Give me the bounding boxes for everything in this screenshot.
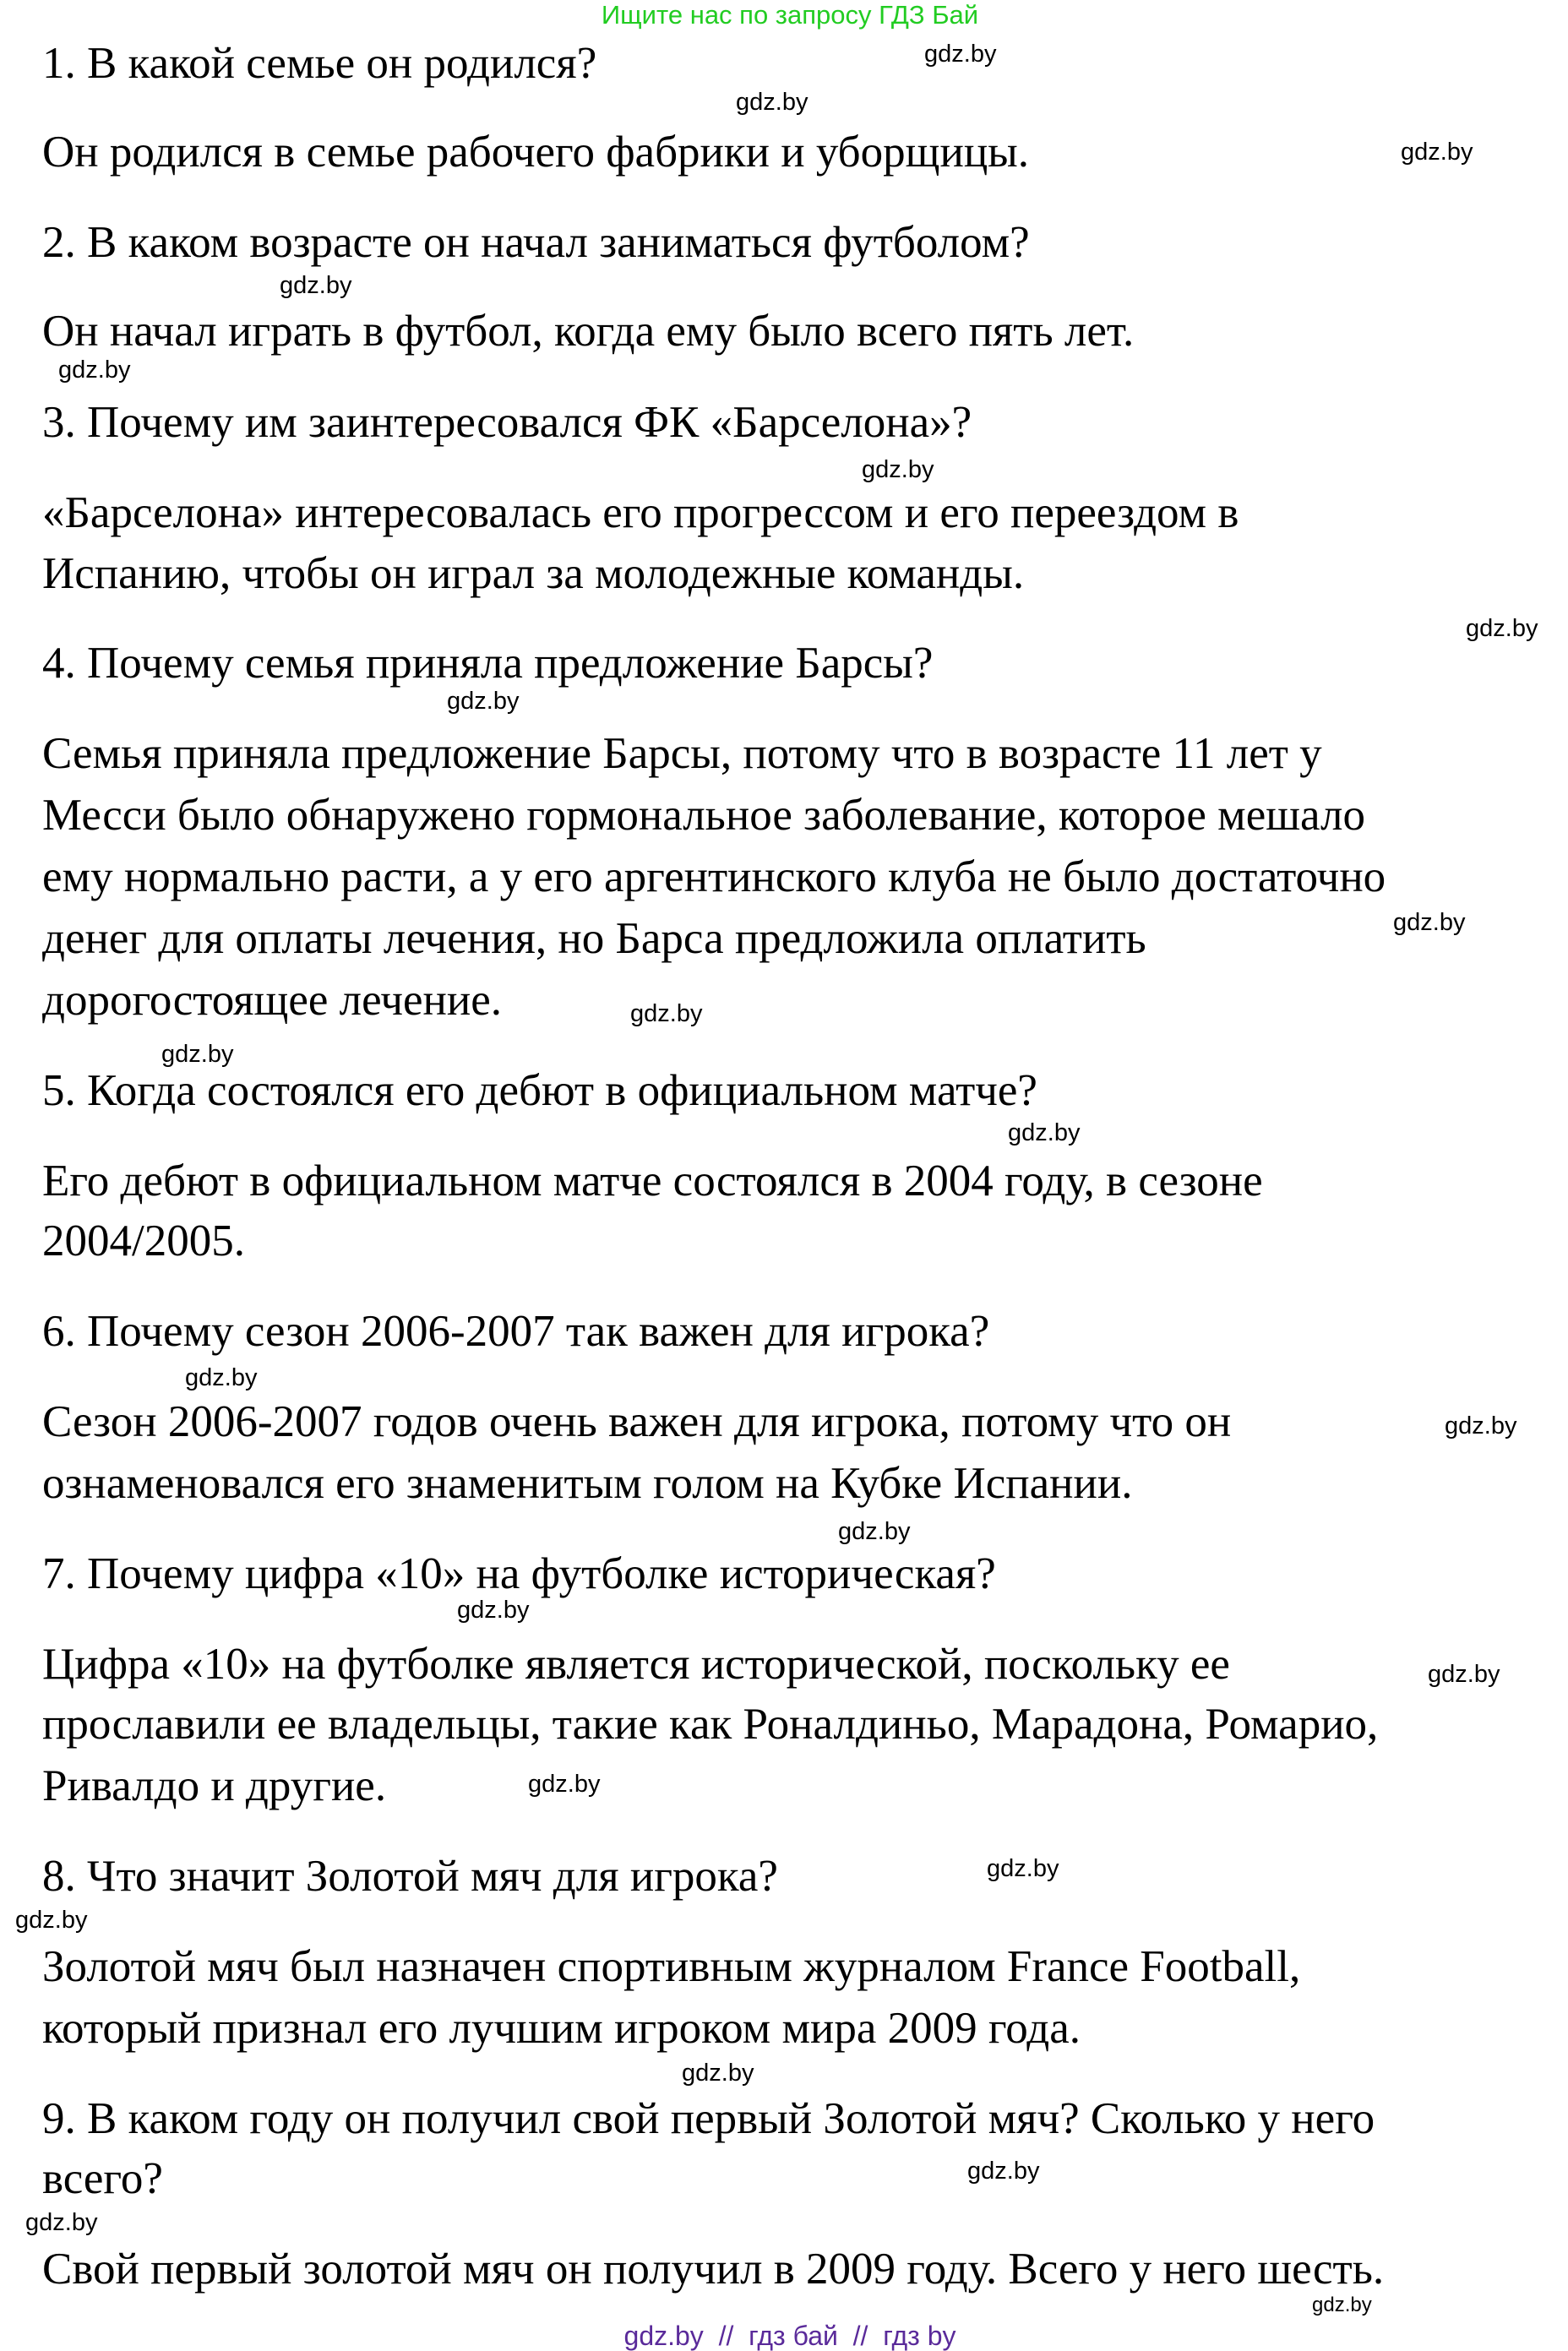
watermark: gdz.by bbox=[838, 1518, 911, 1545]
question-9: 9. В каком году он получил свой первый Золотой мяч? Сколько у него bbox=[42, 2094, 1375, 2143]
watermark: gdz.by bbox=[862, 456, 934, 483]
answer-7: Ривалдо и другие. bbox=[42, 1761, 387, 1810]
answer-1: Он родился в семье рабочего фабрики и уборщицы. bbox=[42, 128, 1030, 177]
header-banner: Ищите нас по запросу ГДЗ Бай bbox=[601, 0, 979, 30]
answer-3: «Барселона» интересовалась его прогрессом и его переездом в bbox=[42, 488, 1239, 537]
question-7: 7. Почему цифра «10» на футболке историческая? bbox=[42, 1549, 996, 1598]
watermark: gdz.by bbox=[1393, 909, 1466, 936]
question-3: 3. Почему им заинтересовался ФК «Барселона»? bbox=[42, 398, 972, 447]
watermark: gdz.by bbox=[161, 1041, 234, 1068]
watermark: gdz.by bbox=[447, 688, 520, 715]
answer-7: Цифра «10» на футболке является исторической, поскольку ее bbox=[42, 1640, 1230, 1689]
watermark: gdz.by bbox=[682, 2060, 754, 2087]
question-2: 2. В каком возрасте он начал заниматься футболом? bbox=[42, 218, 1030, 267]
answer-4: дорогостоящее лечение. bbox=[42, 976, 503, 1025]
watermark: gdz.by bbox=[630, 1000, 703, 1027]
watermark: gdz.by bbox=[457, 1597, 530, 1624]
answer-4: Семья приняла предложение Барсы, потому что в возрасте 11 лет у bbox=[42, 729, 1322, 778]
watermark: gdz.by bbox=[25, 2209, 98, 2236]
watermark: gdz.by bbox=[987, 1855, 1059, 1882]
watermark: gdz.by bbox=[1008, 1119, 1081, 1146]
watermark: gdz.by bbox=[1445, 1412, 1517, 1439]
answer-8: который признал его лучшим игроком мира 2009 года. bbox=[42, 2004, 1081, 2053]
answer-3: Испанию, чтобы он играл за молодежные команды. bbox=[42, 549, 1025, 598]
answer-5: Его дебют в официальном матче состоялся в 2004 году, в сезоне bbox=[42, 1156, 1263, 1205]
watermark: gdz.by bbox=[280, 272, 352, 299]
watermark: gdz.by bbox=[58, 356, 131, 384]
watermark: gdz.by bbox=[1401, 139, 1473, 166]
answer-2: Он начал играть в футбол, когда ему было всего пять лет. bbox=[42, 307, 1135, 356]
question-1: 1. В какой семье он родился? bbox=[42, 39, 597, 88]
watermark: gdz.by bbox=[924, 41, 997, 68]
watermark: gdz.by bbox=[1428, 1661, 1500, 1688]
answer-4: денег для оплаты лечения, но Барса предложила оплатить bbox=[42, 914, 1146, 963]
watermark: gdz.by bbox=[528, 1771, 601, 1798]
answer-6: Сезон 2006-2007 годов очень важен для игрока, потому что он bbox=[42, 1397, 1232, 1446]
question-4: 4. Почему семья приняла предложение Барсы? bbox=[42, 639, 934, 688]
watermark: gdz.by bbox=[15, 1907, 88, 1934]
watermark: gdz.by bbox=[185, 1364, 258, 1391]
question-6: 6. Почему сезон 2006-2007 так важен для игрока? bbox=[42, 1307, 990, 1356]
answer-5: 2004/2005. bbox=[42, 1216, 245, 1265]
answer-8: Золотой мяч был назначен спортивным журналом France Football, bbox=[42, 1942, 1301, 1991]
answer-7: прославили ее владельцы, такие как Роналдиньо, Марадона, Ромарио, bbox=[42, 1700, 1379, 1749]
answer-4: Месси было обнаружено гормональное заболевание, которое мешало bbox=[42, 791, 1365, 840]
answer-4: ему нормально расти, а у его аргентинского клуба не было достаточно bbox=[42, 852, 1386, 901]
question-9: всего? bbox=[42, 2154, 163, 2203]
footer-links: gdz.by // гдз бай // гдз by bbox=[623, 2321, 956, 2351]
watermark: gdz.by bbox=[967, 2158, 1040, 2185]
answer-6: ознаменовался его знаменитым голом на Кубке Испании. bbox=[42, 1459, 1133, 1508]
watermark: gdz.by bbox=[1466, 615, 1538, 642]
question-8: 8. Что значит Золотой мяч для игрока? bbox=[42, 1852, 778, 1901]
question-5: 5. Когда состоялся его дебют в официальном матче? bbox=[42, 1066, 1037, 1115]
answer-9: Свой первый золотой мяч он получил в 2009 году. Всего у него шесть. bbox=[42, 2245, 1385, 2294]
watermark: gdz.by bbox=[1312, 2294, 1372, 2316]
watermark: gdz.by bbox=[736, 89, 808, 116]
